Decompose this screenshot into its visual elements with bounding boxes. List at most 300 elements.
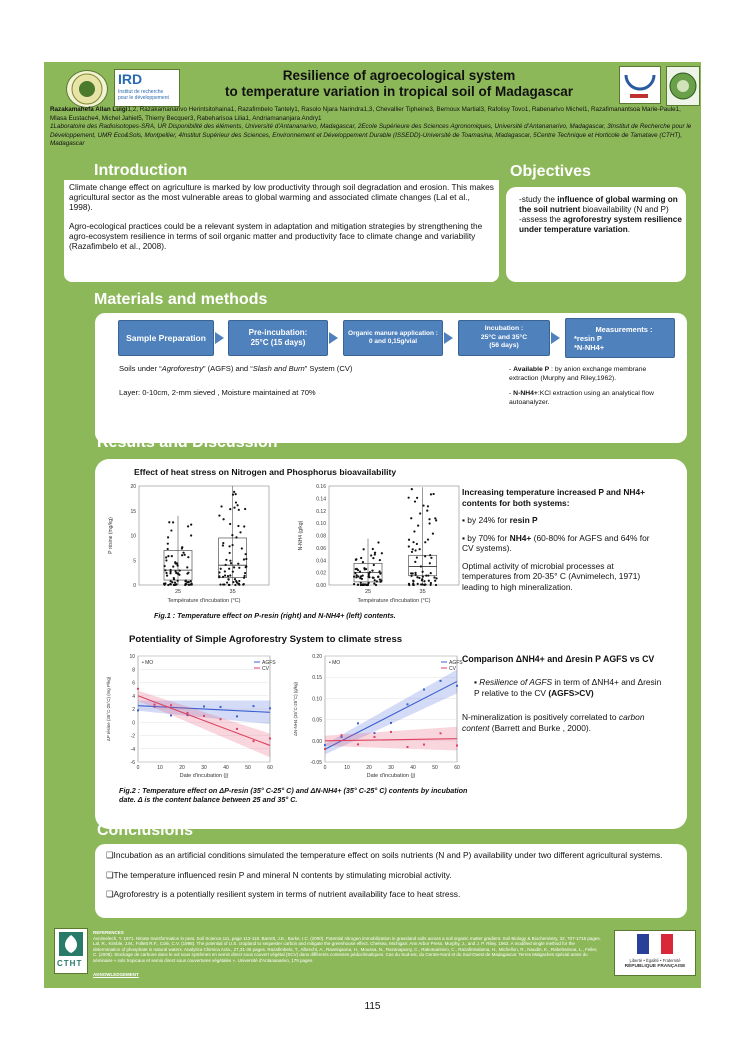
plot-area: [139, 486, 269, 585]
data-point-cv: [407, 746, 409, 748]
fig1-caption: Fig.1 : Temperature effect on P-resin (right) and N-NH4+ (left) contents.: [154, 611, 396, 620]
intro-p1: Climate change effect on agriculture is marked by low productivity through soil degradation and erosion. This makes agricultural sector as the most vulnerable areas to global warming and associated climate changes (Lal et al., 1998).: [69, 182, 494, 212]
data-point: [222, 544, 224, 546]
intro-p2: Agro-ecological practices could be a relevant system in adaptation and mitigation strategies by strengthening the agro-ecosystem resilience in terms of soil organic matter and productivity face to climate change and variability (Razafimbelo et al., 2008).: [69, 221, 483, 251]
data-point: [429, 522, 431, 524]
data-point: [164, 569, 166, 571]
data-point: [424, 555, 426, 557]
x-tick-label: 35: [419, 589, 426, 595]
flow-arrow-3: [444, 332, 453, 344]
y-tick-label: -2: [130, 733, 135, 740]
data-point: [376, 580, 378, 582]
plot-area: [329, 486, 459, 585]
data-point: [234, 584, 236, 586]
x-tick-label: 35: [229, 589, 236, 595]
poster: [44, 62, 701, 988]
data-point: [176, 562, 178, 564]
data-point: [416, 497, 418, 499]
data-point: [414, 561, 416, 563]
legend-label-agfs: AGFS: [262, 660, 276, 666]
data-point: [417, 525, 419, 527]
logo-university: [666, 66, 700, 106]
flow-arrow-2: [329, 332, 338, 344]
data-point: [228, 568, 230, 570]
data-point: [430, 584, 432, 586]
data-point: [354, 572, 356, 574]
conclusion-1: ❏Incubation as an artificial conditions simulated the temperature effect on soils nutrients (N and P) availability under two different agricultural systems.: [106, 850, 663, 860]
chart-presin-boxplot: [294, 480, 469, 610]
data-point-cv: [203, 715, 205, 717]
results-text-2: Comparison ΔNH4+ and Δresin P AGFS vs CV ▪ Resilience of AGFS in term of ΔNH4+ and Δresin P relative to the CV (AGFS>CV) N-mineralization is positively correlated to carbon content (Barrett and Burke , 2000).: [462, 654, 662, 733]
data-point-cv: [440, 732, 442, 734]
y-tick-label: 0.05: [312, 717, 322, 724]
y-tick-label: 5: [133, 558, 136, 565]
data-point: [357, 584, 359, 586]
data-point: [229, 508, 231, 510]
data-point: [228, 545, 230, 547]
data-point: [428, 518, 430, 520]
data-point: [224, 574, 226, 576]
data-point: [218, 514, 220, 516]
x-tick-label: 0: [323, 765, 327, 771]
data-point: [184, 554, 186, 556]
x-tick-label: 40: [410, 765, 416, 771]
data-point: [231, 544, 233, 546]
results-heading: Results and Discussion: [97, 434, 278, 451]
data-point-agfs: [423, 688, 425, 690]
data-point: [416, 556, 418, 558]
data-point-cv: [341, 734, 343, 736]
results-subheading-1: Effect of heat stress on Nitrogen and Phosphorus bioavailability: [134, 467, 397, 477]
methods-soils-text: Soils under “Agroforestry” (AGFS) and “Slash and Burn” System (CV): [119, 364, 353, 373]
data-point: [236, 504, 238, 506]
data-point-agfs: [390, 722, 392, 724]
logo-republique-francaise: [614, 930, 696, 976]
data-point: [418, 577, 420, 579]
x-axis-label: Température d'incubation (°C): [357, 598, 431, 604]
rf-motto: Liberté • Égalité • Fraternité: [629, 958, 681, 963]
y-axis-label: ΔN-NH4 (35°C-25°C) (g/kg): [293, 681, 298, 737]
data-point: [239, 531, 241, 533]
data-point: [238, 509, 240, 511]
data-point: [238, 580, 240, 582]
data-point: [229, 574, 231, 576]
y-tick-label: 8: [132, 667, 135, 674]
data-point: [171, 581, 173, 583]
data-point: [237, 583, 239, 585]
logo-uc: [619, 66, 661, 104]
x-tick-label: 20: [366, 765, 372, 771]
data-point: [218, 571, 220, 573]
data-point: [379, 581, 381, 583]
data-point-cv: [423, 744, 425, 746]
data-point: [363, 548, 365, 550]
y-axis-label: ΔP résine (35°C-25°C) (mg P/kg): [106, 676, 111, 742]
y-tick-label: 15: [130, 508, 136, 515]
fig2-caption: Fig.2 : Temperature effect on ΔP-resin (35° C-25° C) and ΔN-NH4+ (35° C-25° C) contents by incubation date. Δ is the content balance between 25 and 35° C.: [119, 786, 468, 804]
data-point: [245, 558, 247, 560]
data-point: [167, 555, 169, 557]
flow-step-manure: Organic manure application : 0 and 0,15g/vial: [343, 320, 443, 356]
data-point: [230, 562, 232, 564]
data-point: [235, 493, 237, 495]
data-point: [229, 552, 231, 554]
data-point: [412, 580, 414, 582]
x-tick-label: 40: [223, 765, 229, 771]
data-point: [429, 554, 431, 556]
data-point-agfs: [456, 685, 458, 687]
data-point: [191, 584, 193, 586]
objectives-text: -study the influence of global warming on the soil nutrient bioavailability (N and P) -assess the agroforestry system resilience under temperature variation.: [519, 195, 682, 234]
data-point: [167, 584, 169, 586]
data-point: [172, 566, 174, 568]
data-point: [167, 536, 169, 538]
data-point: [245, 553, 247, 555]
flow-step-preincubation: Pre-incubation: 25°C (15 days): [228, 320, 328, 356]
data-point: [378, 570, 380, 572]
data-point: [375, 584, 377, 586]
data-point: [417, 583, 419, 585]
data-point: [413, 530, 415, 532]
y-tick-label: 0.20: [312, 654, 322, 660]
data-point: [190, 580, 192, 582]
y-tick-label: 0.06: [316, 545, 326, 552]
data-point-agfs: [236, 715, 238, 717]
logo-lrl: [66, 70, 108, 108]
data-point: [408, 584, 410, 586]
y-tick-label: 0.12: [316, 508, 326, 515]
data-point: [421, 583, 423, 585]
conclusion-3: ❏Agroforestry is a potentially resilient system in terms of nutrient availability face to heat stress.: [106, 889, 461, 899]
data-point: [169, 583, 171, 585]
data-point: [372, 557, 374, 559]
data-point: [430, 493, 432, 495]
data-point: [235, 501, 237, 503]
data-point: [187, 572, 189, 574]
data-point: [367, 584, 369, 586]
marker-label: • MO: [142, 660, 154, 666]
data-point: [362, 561, 364, 563]
flow-arrow-1: [215, 332, 224, 344]
data-point-agfs: [407, 703, 409, 705]
data-point: [165, 559, 167, 561]
data-point: [245, 565, 247, 567]
data-point: [244, 508, 246, 510]
ird-wordmark: IRD: [118, 71, 143, 87]
data-point-agfs: [269, 707, 271, 709]
data-point: [371, 570, 373, 572]
page-number: 115: [364, 1001, 381, 1012]
data-point: [373, 564, 375, 566]
data-point: [173, 584, 175, 586]
data-point: [422, 571, 424, 573]
y-tick-label: 0.00: [312, 738, 322, 745]
flow-arrow-4: [551, 332, 560, 344]
data-point-agfs: [253, 705, 255, 707]
data-point: [432, 533, 434, 535]
data-point: [412, 572, 414, 574]
data-point: [232, 494, 234, 496]
data-point: [222, 542, 224, 544]
data-point-cv: [456, 745, 458, 747]
data-point: [186, 566, 188, 568]
data-point-agfs: [357, 722, 359, 724]
y-axis-label: P résine (mg/kg): [108, 517, 114, 554]
data-point: [166, 574, 168, 576]
references-block: REFERENCES Avnimelech, Y. 1971. Nitrate transformation in peat. Soil Science,111, page 113-118. Barrett, J.E., Burke, I.C. (2000). Potential nitrogen immobilization in grassland soils across a soil organic matter gradient. Soil Biology & Biochemistry, 32, 707-1716 pages. Lal, R., Kimble, J.M., Follett R.F., Cole, C.V. (1998). The potential of U.S. cropland to sequester carbon and mitigate the greenhouse effect. Chelsea, Michigan: Ann Arbor Press. Murphy, J., and J. P. Riley. 1962. A modified single method for the determination of phosphate in natural waters. Analytica Chimica Acta., 27,31-36 pages. Razafimbelo, T., Albrecht, A., Ravelojaona, H., Moussa, N., Razanajaony, C., Rakotoarinivo, C., Razafintsalama, H., Michellon, R., Naudin, K., Rabeharisoa, L., Feller, C. (2008). Stockage de carbone dans le sol sous systèmes en semis direct sous couvert végétal (SCV) dans différents contextes pédoclimatiques. Cas du Sud-est, du Centre-Nord et du Sud-Ouest de Madagascar. Terres Malgaches spécial actes du séminaire « sols tropicaux et semis direct sous couvertures végétales ». Université d'Antananarivo, 179 pages. AKNOWLEDGEMENT: [93, 930, 601, 977]
y-tick-label: -0.05: [310, 760, 322, 766]
data-point: [233, 507, 235, 509]
x-tick-label: 30: [201, 765, 207, 771]
data-point: [164, 565, 166, 567]
data-point-cv: [236, 728, 238, 730]
results-subheading-2: Potentiality of Simple Agroforestry System to climate stress: [129, 634, 403, 645]
legend-label-agfs: AGFS: [449, 660, 463, 666]
x-tick-label: 10: [344, 765, 350, 771]
ctht-leaf-icon: [55, 929, 87, 959]
data-point: [171, 555, 173, 557]
data-point: [410, 517, 412, 519]
y-tick-label: -6: [130, 760, 135, 766]
data-point: [238, 567, 240, 569]
results-text-1: Increasing temperature increased P and NH4+ contents for both systems: ▪ by 24% for resin P ▪ by 70% for NH4+ (60-80% for AGFS and 64% for CV systems). Optimal activity of microbial processes at temperatures from 20-35° C (Avnimelech, 1971) leading to high mineralization.: [462, 487, 650, 592]
data-point: [374, 579, 376, 581]
x-tick-label: 60: [454, 765, 460, 771]
y-tick-label: 0.10: [316, 521, 326, 528]
data-point: [379, 573, 381, 575]
data-point: [237, 525, 239, 527]
data-point: [357, 569, 359, 571]
ctht-wordmark: CTHT: [57, 959, 83, 968]
data-point: [429, 562, 431, 564]
data-point: [225, 564, 227, 566]
y-tick-label: 0.04: [316, 558, 326, 565]
data-point-agfs: [440, 680, 442, 682]
data-point-cv: [324, 748, 326, 750]
data-point: [353, 583, 355, 585]
data-point: [421, 578, 423, 580]
data-point: [175, 570, 177, 572]
conclusion-2: ❏The temperature influenced resin P and mineral N contents by stimulating microbial activity.: [106, 869, 452, 880]
data-point: [426, 510, 428, 512]
x-tick-label: 10: [157, 765, 163, 771]
data-point: [224, 570, 226, 572]
data-point: [365, 568, 367, 570]
data-point: [414, 500, 416, 502]
methods-nnh4-text: - N-NH4+:KCl extraction using an analytical flow autoanalyzer.: [509, 390, 654, 406]
data-point: [435, 577, 437, 579]
data-point: [220, 505, 222, 507]
y-tick-label: 10: [130, 533, 136, 540]
y-tick-label: 20: [130, 484, 136, 490]
x-tick-label: 25: [364, 589, 372, 595]
data-point: [218, 575, 220, 577]
data-point: [237, 563, 239, 565]
data-point: [422, 575, 424, 577]
data-point: [173, 578, 175, 580]
y-tick-label: 0.14: [316, 496, 326, 503]
data-point: [181, 554, 183, 556]
y-tick-label: 10: [129, 654, 135, 660]
data-point: [360, 557, 362, 559]
data-point: [424, 584, 426, 586]
data-point: [373, 577, 375, 579]
data-point-cv: [137, 688, 139, 690]
data-point-cv: [170, 704, 172, 706]
x-tick-label: 25: [174, 589, 182, 595]
x-tick-label: 50: [245, 765, 251, 771]
y-tick-label: 0: [132, 720, 135, 727]
data-point: [172, 521, 174, 523]
data-point-cv: [253, 740, 255, 742]
data-point-agfs: [220, 706, 222, 708]
rf-name: RÉPUBLIQUE FRANÇAISE: [624, 964, 686, 969]
x-axis-label: Date d'incubation (j): [179, 773, 229, 779]
conclusions-text: [106, 850, 676, 909]
data-point: [167, 543, 169, 545]
lrl-emblem-icon: [67, 71, 107, 107]
poster-title: Resilience of agroecological system to temperature variation in tropical soil of Madagascar: [224, 68, 574, 99]
data-point: [228, 584, 230, 586]
data-point: [190, 524, 192, 526]
data-point: [229, 560, 231, 562]
data-point: [379, 559, 381, 561]
data-point: [435, 584, 437, 586]
data-point: [234, 578, 236, 580]
x-axis-label: Date d'incubation (j): [366, 773, 416, 779]
data-point: [414, 549, 416, 551]
university-seal-icon: [667, 67, 699, 105]
data-point: [372, 548, 374, 550]
y-tick-label: 6: [132, 680, 135, 687]
data-point: [425, 574, 427, 576]
y-tick-label: 4: [132, 693, 135, 700]
data-point: [179, 569, 181, 571]
data-point: [220, 568, 222, 570]
flow-step-measurements: Measurements : *resin P *N-NH4+: [565, 318, 675, 358]
chart-delta-p: [102, 650, 277, 785]
data-point-agfs: [203, 705, 205, 707]
data-point: [433, 493, 435, 495]
y-tick-label: 0.02: [316, 570, 326, 577]
methods-layer-text: Layer: 0-10cm, 2-mm sieved , Moisture maintained at 70%: [119, 388, 316, 397]
data-point: [232, 571, 234, 573]
data-point: [165, 556, 167, 558]
data-point-cv: [390, 731, 392, 733]
data-point: [427, 574, 429, 576]
data-point: [222, 576, 224, 578]
y-tick-label: 0.15: [312, 675, 322, 682]
data-point: [361, 578, 363, 580]
data-point: [229, 523, 231, 525]
data-point: [174, 582, 176, 584]
data-point: [427, 538, 429, 540]
intro-heading: Introduction: [94, 162, 188, 179]
ird-subtitle: Institut de recherche pour le développement: [118, 89, 169, 101]
data-point: [355, 576, 357, 578]
data-point: [355, 558, 357, 560]
data-point: [381, 552, 383, 554]
data-point: [424, 541, 426, 543]
marker-label: • MO: [329, 660, 341, 666]
data-point: [428, 580, 430, 582]
data-point: [243, 558, 245, 560]
data-point: [219, 583, 221, 585]
data-point: [235, 536, 237, 538]
data-point: [416, 543, 418, 545]
data-point: [231, 534, 233, 536]
data-point: [222, 518, 224, 520]
data-point: [233, 566, 235, 568]
x-tick-label: 30: [388, 765, 394, 771]
data-point: [374, 552, 376, 554]
data-point: [177, 565, 179, 567]
data-point-cv: [154, 704, 156, 706]
y-axis-label: N-NH4 (g/kg): [298, 520, 304, 551]
data-point: [420, 565, 422, 567]
x-tick-label: 20: [179, 765, 185, 771]
data-point: [410, 575, 412, 577]
x-axis-label: Température d'incubation (°C): [167, 598, 241, 604]
data-point: [359, 570, 361, 572]
data-point-cv: [374, 736, 376, 738]
uc-logo-icon: [620, 67, 660, 103]
data-point: [362, 584, 364, 586]
data-point: [377, 541, 379, 543]
y-tick-label: -4: [130, 746, 135, 753]
data-point: [422, 504, 424, 506]
data-point: [190, 534, 192, 536]
data-point: [411, 488, 413, 490]
y-tick-label: 2: [132, 707, 135, 713]
data-point: [187, 525, 189, 527]
data-point: [243, 577, 245, 579]
data-point: [226, 581, 228, 583]
x-tick-label: 50: [432, 765, 438, 771]
data-point: [177, 580, 179, 582]
data-point: [235, 580, 237, 582]
data-point: [170, 571, 172, 573]
data-point: [377, 575, 379, 577]
data-point: [412, 548, 414, 550]
data-point: [186, 581, 188, 583]
chart-delta-n: [289, 650, 464, 785]
data-point: [412, 584, 414, 586]
data-point: [412, 541, 414, 543]
methods-availp-text: - Available P : by anion exchange membrane extraction (Murphy and Riley,1962).: [509, 366, 647, 382]
data-point: [415, 574, 417, 576]
data-point: [356, 574, 358, 576]
data-point: [408, 545, 410, 547]
logo-ctht: [54, 928, 88, 974]
data-point: [430, 557, 432, 559]
data-point: [435, 519, 437, 521]
flow-step-sample-prep: Sample Preparation: [118, 320, 214, 356]
data-point: [170, 529, 172, 531]
data-point: [227, 578, 229, 580]
authors-block: Razakamahefa Allan Luigi1,2, Razakamanarivo Herintsitohaina1, Razafimbelo Tantely1, Rasolo Njara Narindra1,3, Chevallier Tipheine3, Bernoux Martial3, Rafolisy Tovo1, Rabenarivo Michel1, Razafimanantsoa Marie-Paule1, Mlasa Eustache4, Michel Jahiel5, Thierry Becquer3, Rabeharisoa Lilia1, Andriamananjara Andry1 1Laboratoire des Radioisotopes-SRA, UR Disponibilité des éléments, Université d'Antananarivo, Madagascar, 2Ecole Supérieure des Sciences Agronomiques, Université d'Antananarivo, Madagascar, 3Institut de Recherche pour le Développement, UMR Eco&Sols, Montpellier, 4Institut Supérieur des Sciences, Environnement et Développement Durable (ISSEDD)-Université de Toamasina, Madagascar, 5Centre Technique et Horticole de Tamatave (CTHT), Madagascar: [50, 106, 692, 148]
data-point: [241, 547, 243, 549]
data-point: [360, 582, 362, 584]
data-point: [182, 552, 184, 554]
data-point-cv: [269, 737, 271, 739]
y-tick-label: 0.10: [312, 696, 322, 703]
data-point: [244, 572, 246, 574]
data-point: [408, 539, 410, 541]
conclusions-heading: Conclusions: [97, 822, 194, 839]
data-point-cv: [187, 712, 189, 714]
data-point: [181, 547, 183, 549]
